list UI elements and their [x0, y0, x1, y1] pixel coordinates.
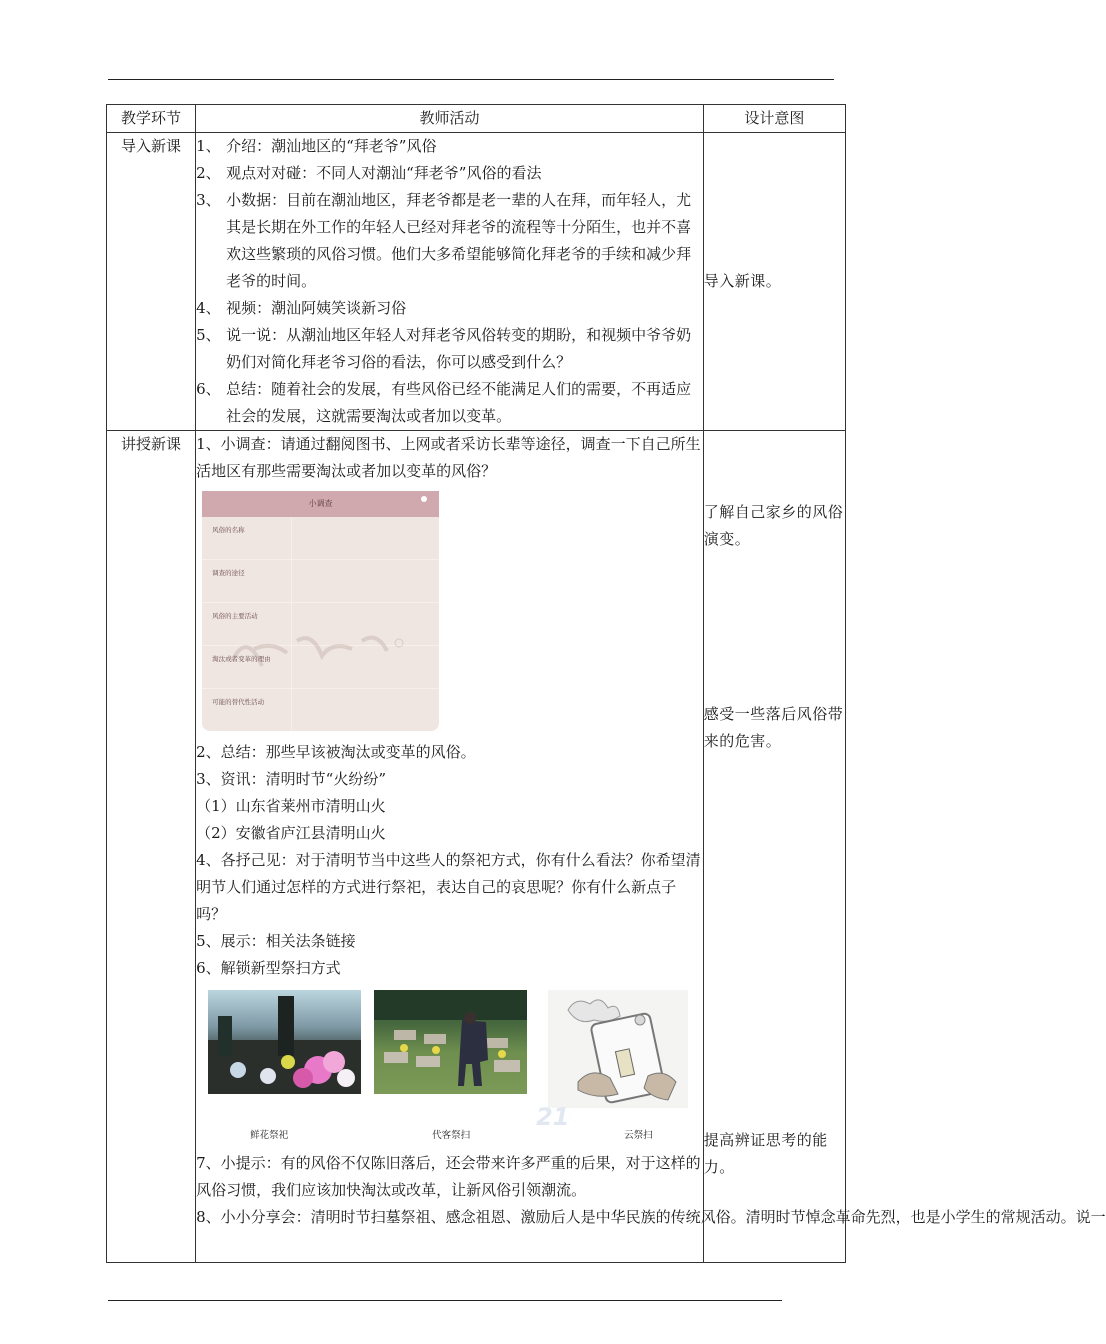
- survey-row: 可能的替代性活动: [202, 689, 439, 731]
- table-row: [107, 133, 846, 431]
- photo-strip: [196, 990, 703, 1150]
- header-activities: 教师活动: [196, 105, 704, 133]
- stage-cell: [107, 431, 196, 1263]
- stage-cell: [107, 133, 196, 431]
- intent-text: 感受一些落后风俗带来的危害。: [703, 705, 844, 750]
- photo-caption: 鲜花祭祀: [250, 1130, 289, 1141]
- proxy-sweep-photo: [374, 990, 527, 1094]
- cloud-sweep-illustration: [548, 990, 688, 1108]
- survey-row: 淘汰或者变革的理由: [202, 646, 439, 689]
- survey-title: 小调查: [202, 491, 439, 517]
- activity-survey: 1、小调查：请通过翻阅图书、上网或者采访长辈等途径，调查一下自己所生活地区有那些需要淘汰或者加以变革的风俗？: [196, 435, 701, 480]
- survey-row: 风俗的主要活动: [202, 603, 439, 646]
- lesson-plan-table: [106, 104, 1106, 1263]
- list-item: 3、 小数据：目前在潮汕地区，拜老爷都是老一辈的人在拜，而年轻人，尤其是长期在外工作的年轻人已经对拜老爷的流程等十分陌生，也并不喜欢这些繁琐的风俗习惯。他们大多希望能够简化拜老爷的手续和减少拜老爷的时间。: [196, 191, 692, 290]
- header-intent: 设计意图: [703, 105, 845, 133]
- table-row: [107, 431, 846, 1263]
- flower-tomb-photo: [208, 990, 361, 1094]
- intent-text: 导入新课。: [703, 272, 782, 290]
- footer-rule: [108, 1300, 782, 1301]
- survey-row: 调查的途径: [202, 560, 439, 603]
- list-item: 1、 介绍：潮汕地区的“拜老爷”风俗: [196, 137, 437, 155]
- activity-tip: 7、小提示：有的风俗不仅陈旧落后，还会带来许多严重的后果，对于这样的风俗习惯，我们应该加快淘汰或改革，让新风俗引领潮流。: [196, 1154, 701, 1199]
- activities-cell: [196, 133, 704, 431]
- watermark-logo: [202, 491, 439, 731]
- list-item: 5、 说一说：从潮汕地区年轻人对拜老爷风俗转变的期盼，和视频中爷爷奶奶们对简化拜老爷习俗的看法，你可以感受到什么？: [196, 326, 692, 371]
- list-item: 2、 观点对对碰：不同人对潮汕“拜老爷”风俗的看法: [196, 164, 542, 182]
- intent-text: 提高辨证思考的能力。: [703, 1131, 828, 1176]
- list-item: 6、 总结：随着社会的发展，有些风俗已经不能满足人们的需要，不再适应社会的发展，这就需要淘汰或者加以变革。: [196, 380, 692, 425]
- header-rule: [108, 79, 834, 80]
- photo-caption: 代客祭扫: [432, 1130, 471, 1141]
- activity-news: 3、资讯：清明时节“火纷纷”: [196, 770, 386, 788]
- survey-figure: [202, 491, 439, 731]
- photo-caption: 云祭扫: [624, 1130, 653, 1141]
- header-stage: 教学环节: [107, 105, 196, 133]
- list-item: 4、 视频：潮汕阿姨笑谈新习俗: [196, 299, 407, 317]
- stage-label: 讲授新课: [121, 435, 182, 453]
- stage-label: 导入新课: [121, 137, 182, 155]
- news-item: （1）山东省莱州市清明山火: [196, 797, 386, 815]
- table-header-row: [107, 105, 846, 133]
- activity-law: 5、展示：相关法条链接: [196, 932, 356, 950]
- activity-summary: 2、总结：那些早该被淘汰或变革的风俗。: [196, 743, 476, 761]
- activity-share: 8、小小分享会：清明时节扫墓祭祖、感念祖恩、激励后人是中华民族的传统风俗。清明时节悼念革命先烈，也是小学生的常规活动。说一: [196, 1208, 1106, 1226]
- news-item: （2）安徽省庐江县清明山火: [196, 824, 386, 842]
- intent-cell: [703, 431, 845, 1263]
- watermark-21-logo: 21: [536, 1103, 570, 1131]
- activity-new-ways: 6、解锁新型祭扫方式: [196, 959, 341, 977]
- intent-text: 了解自己家乡的风俗演变。: [703, 503, 844, 548]
- survey-row: 风俗的名称: [202, 517, 439, 560]
- activity-opinion: 4、各抒己见：对于清明节当中这些人的祭祀方式，你有什么看法？你希望清明节人们通过怎样的方式进行祭祀，表达自己的哀思呢？你有什么新点子吗？: [196, 851, 701, 923]
- intent-cell: [703, 133, 845, 431]
